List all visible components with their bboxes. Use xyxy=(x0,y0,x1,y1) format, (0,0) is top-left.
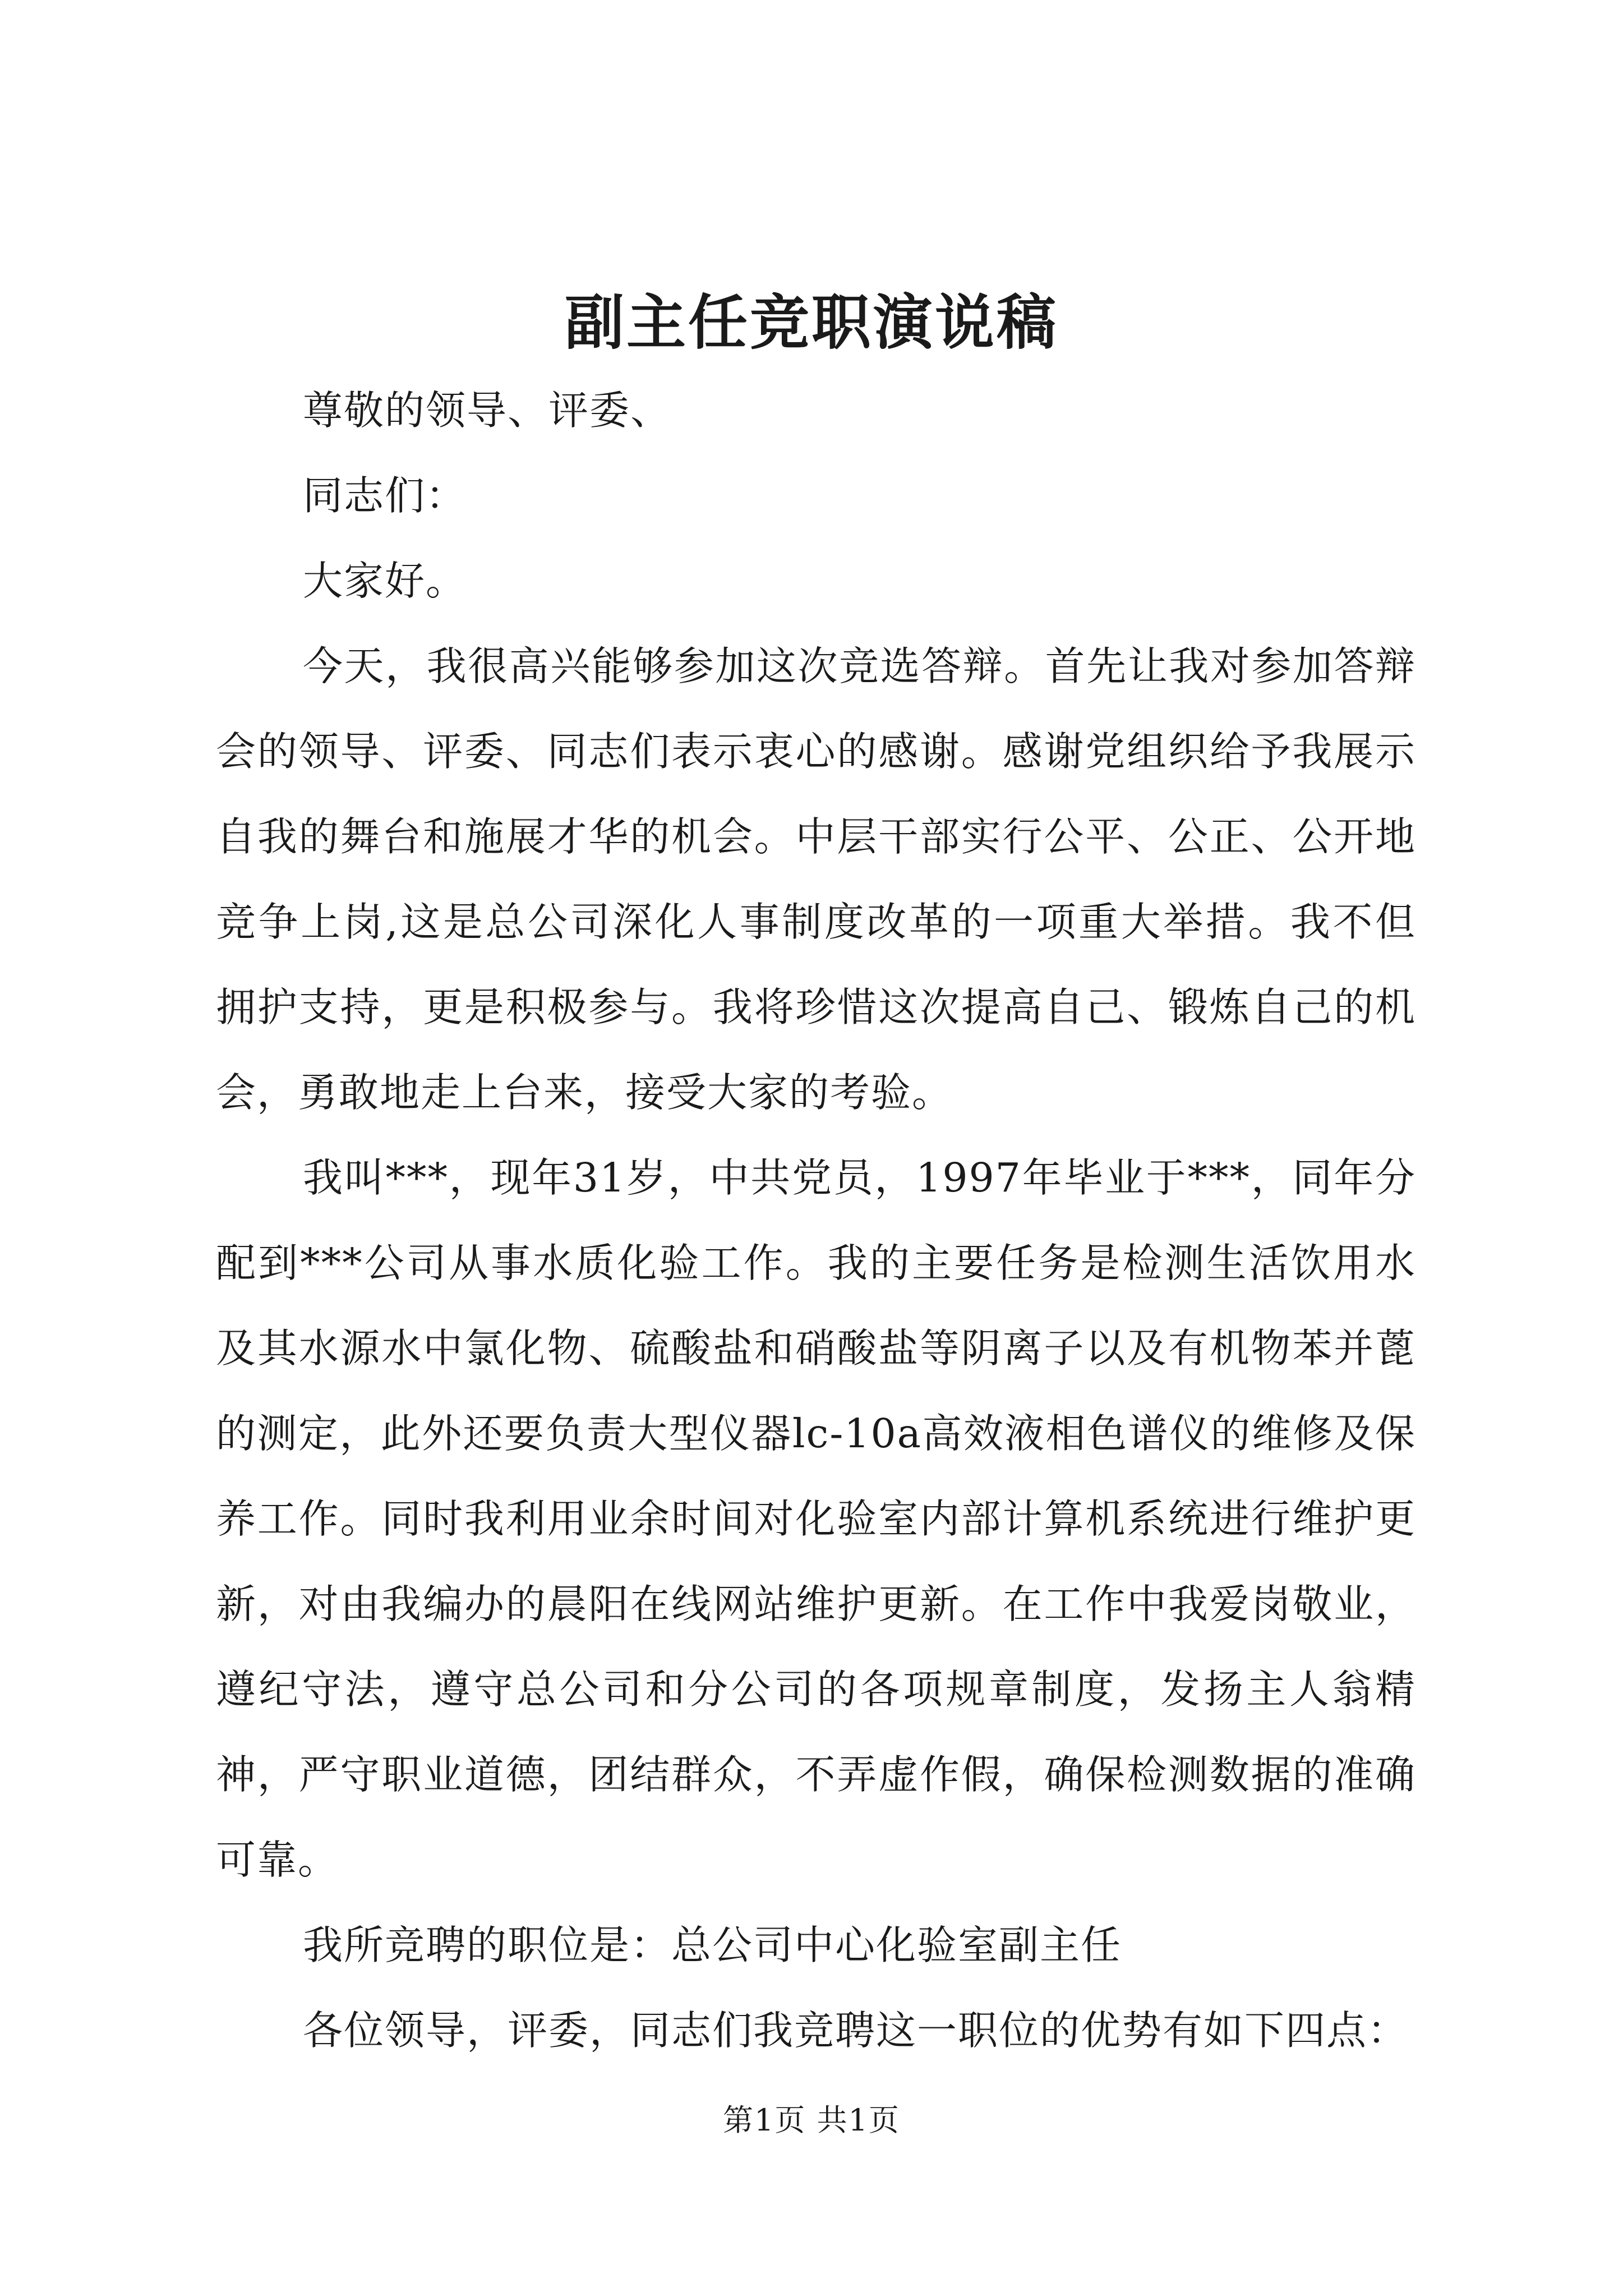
paragraph-advantages: 各位领导，评委，同志们我竞聘这一职位的优势有如下四点： xyxy=(303,2007,1409,2054)
paragraph-position: 我所竞聘的职位是：总公司中心化验室副主任 xyxy=(303,1922,1122,1968)
page-footer: 第1页 共1页 xyxy=(723,2102,900,2138)
document-body xyxy=(216,368,1416,2073)
salutation-line-1: 尊敬的领导、评委、 xyxy=(303,387,672,434)
greeting: 大家好。 xyxy=(303,558,467,604)
document-title: 副主任竞职演说稿 xyxy=(565,287,1058,357)
salutation-line-2: 同志们： xyxy=(303,472,467,519)
paragraph-background: 我叫***，现年31岁，中共党员，1997年毕业于***，同年分配到***公司从事水质化验工作。我的主要任务是检测生活饮用水及其水源水中氯化物、硫酸盐和硝酸盐等阴离子以及有机物苯并蓖的测定，此外还要负责大型仪器lc-10a高效液相色谱仪的维修及保养工作。同时我利用业余时间对化验室内部计算机系统进行维护更新，对由我编办的晨阳在线网站维护更新。在工作中我爱岗敬业，遵纪守法，遵守总公司和分公司的各项规章制度，发扬主人翁精神，严守职业道德，团结群众，不弄虚作假，确保检测数据的准确可靠。 xyxy=(216,1154,1416,1883)
paragraph-intro: 今天，我很高兴能够参加这次竞选答辩。首先让我对参加答辩会的领导、评委、同志们表示衷心的感谢。感谢党组织给予我展示自我的舞台和施展才华的机会。中层干部实行公平、公正、公开地竞争上岗,这是总公司深化人事制度改革的一项重大举措。我不但拥护支持，更是积极参与。我将珍惜这次提高自己、锻炼自己的机会，勇敢地走上台来，接受大家的考验。 xyxy=(216,643,1416,1116)
